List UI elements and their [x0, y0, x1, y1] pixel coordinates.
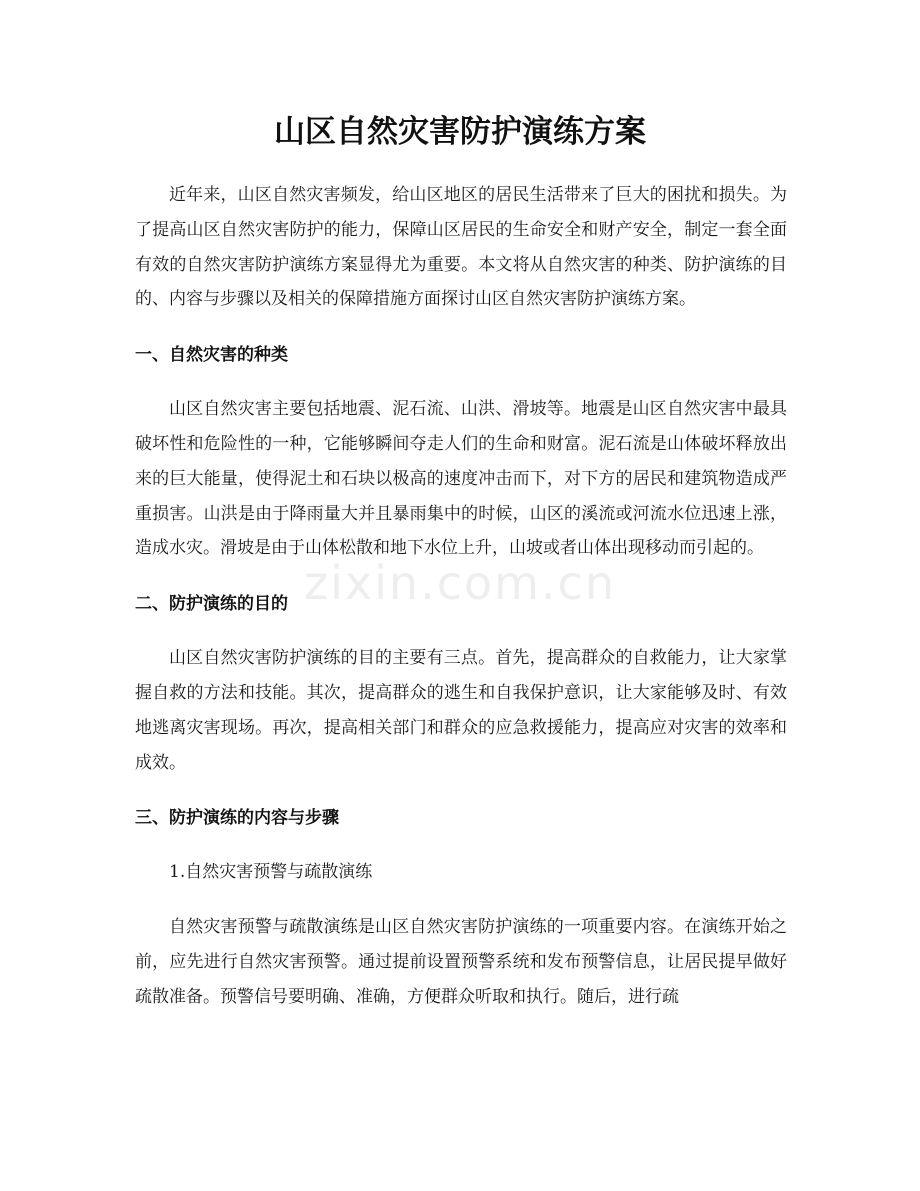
section-heading-drill-purpose: 二、防护演练的目的 — [135, 594, 288, 615]
watermark: zixin.com.cn — [303, 556, 617, 610]
section-paragraph-drill-purpose: 山区自然灾害防护演练的目的主要有三点。首先，提高群众的自救能力，让大家掌握自救的方法和技能。其次，提高群众的逃生和自我保护意识，让大家能够及时、有效地逃离灾害现场。再次，提高相关部门和群众的应急救援能力，提高应对灾害的效率和成效。 — [135, 648, 787, 773]
intro-paragraph: 近年来，山区自然灾害频发，给山区地区的居民生活带来了巨大的困扰和损失。为了提高山区自然灾害防护的能力，保障山区居民的生命安全和财产安全，制定一套全面有效的自然灾害防护演练方案显得尤为重要。本文将从自然灾害的种类、防护演练的目的、内容与步骤以及相关的保障措施方面探讨山区自然灾害防护演练方案。 — [135, 185, 787, 310]
document-body — [135, 178, 787, 1036]
subsection-heading-warning-evacuation: 1.自然灾害预警与疏散演练 — [169, 862, 373, 883]
document-title: 山区自然灾害防护演练方案 — [274, 114, 646, 150]
section-heading-drill-content: 三、防护演练的内容与步骤 — [135, 808, 339, 829]
section-heading-disaster-types: 一、自然灾害的种类 — [135, 345, 288, 366]
section-paragraph-disaster-types: 山区自然灾害主要包括地震、泥石流、山洪、滑坡等。地震是山区自然灾害中最具破坏性和危险性的一种，它能够瞬间夺走人们的生命和财富。泥石流是山体破坏释放出来的巨大能量，使得泥土和石块以极高的速度冲击而下，对下方的居民和建筑物造成严重损害。山洪是由于降雨量大并且暴雨集中的时候，山区的溪流或河流水位迅速上涨，造成水灾。滑坡是由于山体松散和地下水位上升，山坡或者山体出现移动而引起的。 — [135, 399, 787, 559]
section-paragraph-drill-content: 自然灾害预警与疏散演练是山区自然灾害防护演练的一项重要内容。在演练开始之前，应先进行自然灾害预警。通过提前设置预警系统和发布预警信息，让居民提早做好疏散准备。预警信号要明确、准确，方便群众听取和执行。随后，进行疏 — [135, 917, 787, 1007]
